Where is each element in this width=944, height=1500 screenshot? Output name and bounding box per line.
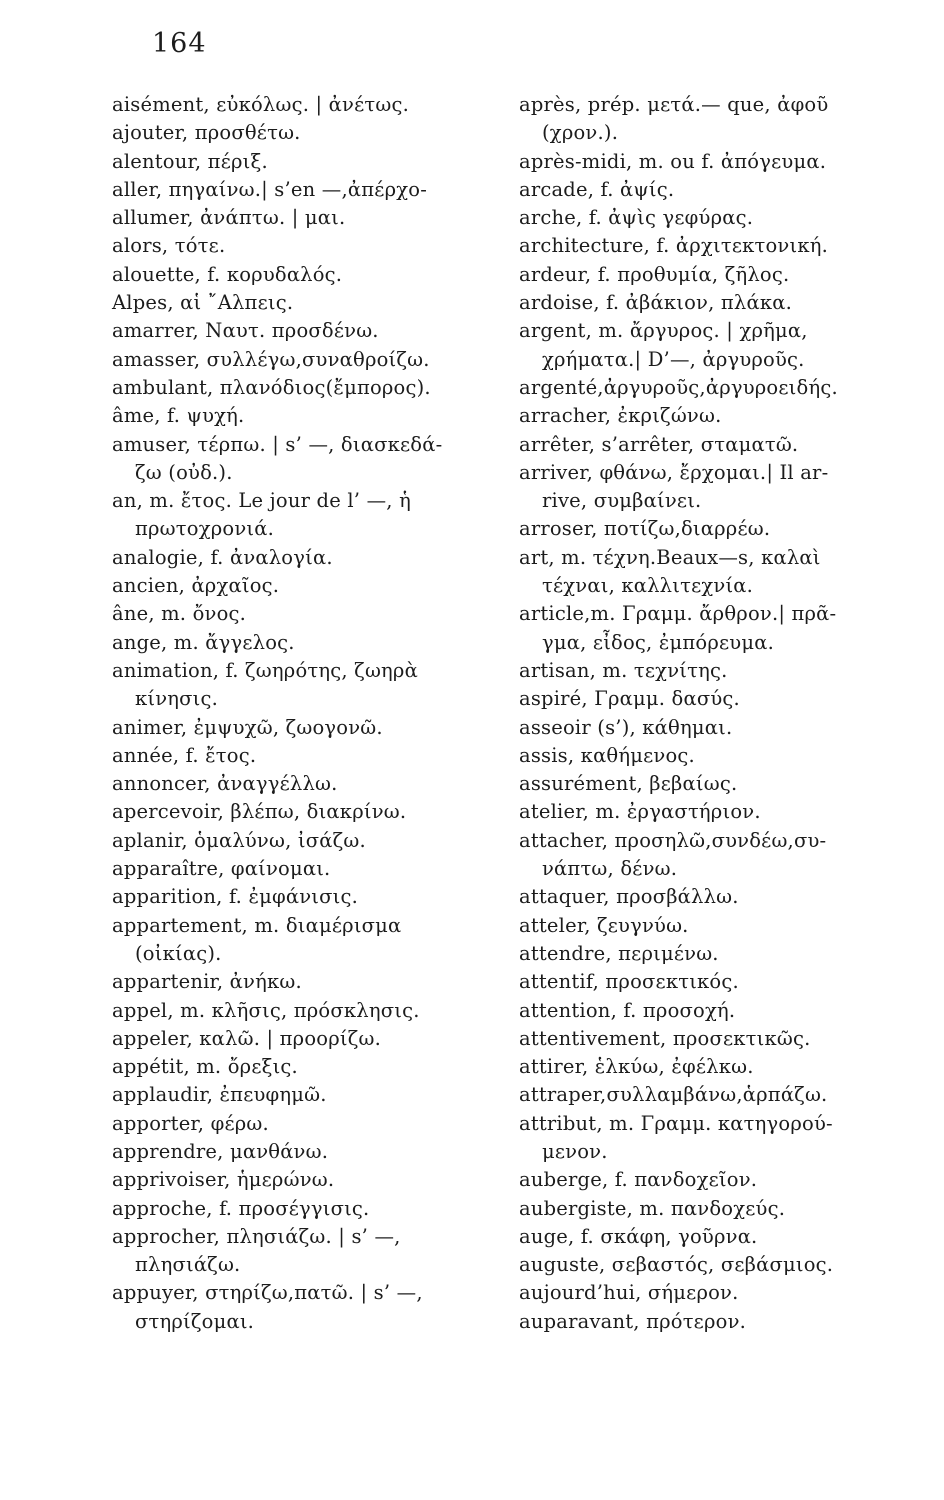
dictionary-entry-line: artisan, m. τεχνίτης. — [519, 658, 728, 682]
dictionary-entry-line: aller, πηγαίνω.| s’en —,ἀπέρχο- — [112, 177, 428, 201]
dictionary-entry-line: amarrer, Ναυτ. προσδένω. — [112, 319, 379, 343]
dictionary-entry-line: auge, f. σκάφη, γοῦρνα. — [519, 1224, 758, 1248]
dictionary-entry-line: art, m. τέχνη.Beaux—s, καλαὶ — [519, 545, 821, 569]
dictionary-entry-line: appeler, καλῶ. | προορίζω. — [112, 1026, 382, 1050]
dictionary-entry-line: après, prép. μετά.— que, ἀφοῦ — [519, 93, 829, 116]
dictionary-entry-line: appartenir, ἀνήκω. — [112, 970, 302, 994]
dictionary-entry-line: article,m. Γραμμ. ἄρθρον.| πρᾶ- — [519, 602, 837, 626]
dictionary-entry-line: apparaître, φαίνομαι. — [112, 857, 331, 881]
dictionary-entry-line: appuyer, στηρίζω,πατῶ. | s’ —, — [112, 1281, 423, 1305]
dictionary-entry-line: Alpes, αἱ ῎Αλπεις. — [112, 291, 294, 315]
dictionary-entry-line: ajouter, προσθέτω. — [112, 121, 301, 145]
dictionary-entry-line: apprivoiser, ἡμερώνω. — [112, 1168, 335, 1192]
dictionary-entry-line: arriver, φθάνω, ἔρχομαι.| Il ar- — [519, 460, 829, 484]
dictionary-entry-line: attaquer, προσβάλλω. — [519, 885, 739, 909]
dictionary-entry-line: argent, m. ἄργυρος. | χρῆμα, — [519, 319, 808, 343]
dictionary-entry-line: attraper,συλλαμβάνω,ἁρπάζω. — [519, 1083, 828, 1107]
dictionary-entry-line: arche, f. ἀψὶς γεφύρας. — [519, 206, 754, 230]
dictionary-entry-line: aubergiste, m. πανδοχεύς. — [519, 1196, 786, 1220]
dictionary-entry-line: ardoise, f. ἀβάκιον, πλάκα. — [519, 291, 793, 315]
entry-continuation-line: rive, συμβαίνει. — [542, 489, 702, 513]
dictionary-entry-line: alentour, πέριξ. — [112, 149, 268, 173]
dictionary-entry-line: arracher, ἐκριζώνω. — [519, 404, 722, 428]
dictionary-entry-line: appartement, m. διαμέρισμα — [112, 913, 402, 937]
dictionary-entry-line: apporter, φέρω. — [112, 1111, 269, 1135]
dictionary-entry-line: après-midi, m. ou f. ἀπόγευμα. — [519, 149, 827, 173]
entry-continuation-line: νάπτω, δένω. — [542, 857, 678, 881]
dictionary-entry-line: arrêter, s’arrêter, σταματῶ. — [519, 432, 799, 456]
dictionary-entry-line: attendre, περιμένω. — [519, 941, 719, 965]
dictionary-entry-line: attentivement, προσεκτικῶς. — [519, 1026, 811, 1050]
dictionary-entry-line: assurément, βεβαίως. — [519, 772, 738, 796]
dictionary-entry-line: attirer, ἑλκύω, ἐφέλκω. — [519, 1055, 754, 1079]
dictionary-entry-line: atteler, ζευγνύω. — [519, 913, 689, 937]
dictionary-entry-line: animation, f. ζωηρότης, ζωηρὰ — [112, 658, 418, 682]
dictionary-entry-line: amasser, συλλέγω,συναθροίζω. — [112, 347, 430, 371]
dictionary-entry-line: aujourd’hui, σήμερον. — [519, 1281, 739, 1305]
entry-continuation-line: πρωτοχρονιά. — [135, 517, 274, 541]
entry-continuation-line: μενον. — [542, 1139, 608, 1163]
dictionary-entry-line: auguste, σεβαστός, σεβάσμιος. — [519, 1253, 834, 1277]
dictionary-entry-line: âme, f. ψυχή. — [112, 404, 245, 428]
dictionary-entry-line: ambulant, πλανόδιος(ἔμπορος). — [112, 375, 431, 399]
dictionary-entry-line: attacher, προσηλῶ,συνδέω,συ- — [519, 828, 827, 852]
entry-continuation-line: ζω (οὐδ.). — [135, 460, 233, 484]
dictionary-entry-line: apparition, f. ἐμφάνισις. — [112, 885, 358, 909]
dictionary-entry-line: alors, τότε. — [112, 234, 226, 258]
dictionary-entry-line: an, m. ἔτος. Le jour de l’ —, ἡ — [112, 489, 411, 513]
dictionary-entry-line: appétit, m. ὄρεξις. — [112, 1055, 298, 1079]
entry-continuation-line: στηρίζομαι. — [135, 1309, 255, 1333]
dictionary-entry-line: année, f. ἔτος. — [112, 743, 257, 767]
dictionary-entry-line: ancien, ἀρχαῖος. — [112, 574, 280, 598]
dictionary-entry-line: approcher, πλησιάζω. | s’ —, — [112, 1224, 401, 1248]
entry-continuation-line: τέχναι, καλλιτεχνία. — [542, 574, 754, 598]
dictionary-entry-line: ardeur, f. προθυμία, ζῆλος. — [519, 262, 790, 286]
dictionary-entry-line: assis, καθήμενος. — [519, 743, 695, 767]
page-number: 164 — [152, 28, 207, 59]
entry-continuation-line: πλησιάζω. — [135, 1253, 241, 1277]
dictionary-entry-line: asseoir (s’), κάθημαι. — [519, 715, 733, 739]
right-column — [519, 91, 919, 1336]
dictionary-entry-line: alouette, f. κορυδαλός. — [112, 262, 343, 286]
dictionary-entry-line: ange, m. ἄγγελος. — [112, 630, 295, 654]
dictionary-entry-line: animer, ἐμψυχῶ, ζωογονῶ. — [112, 715, 383, 739]
dictionary-entry-line: atelier, m. ἐργαστήριον. — [519, 800, 761, 824]
dictionary-entry-line: auberge, f. πανδοχεῖον. — [519, 1168, 758, 1192]
dictionary-entry-line: allumer, ἀνάπτω. | μαι. — [112, 206, 346, 230]
dictionary-entry-line: auparavant, πρότερον. — [519, 1309, 747, 1333]
dictionary-entry-line: aisément, εὐκόλως. | ἀνέτως. — [112, 93, 409, 116]
entry-continuation-line: (χρον.). — [542, 121, 619, 145]
dictionary-entry-line: argenté,ἀργυροῦς,ἀργυροειδής. — [519, 375, 838, 399]
dictionary-entry-line: annoncer, ἀναγγέλλω. — [112, 772, 338, 796]
entry-continuation-line: κίνησις. — [135, 687, 219, 711]
entry-continuation-line: (οἰκίας). — [135, 941, 222, 965]
dictionary-entry-line: attention, f. προσοχή. — [519, 998, 736, 1022]
dictionary-entry-line: arroser, ποτίζω,διαρρέω. — [519, 517, 771, 541]
dictionary-entry-line: attentif, προσεκτικός. — [519, 970, 739, 994]
dictionary-entry-line: arcade, f. ἀψίς. — [519, 177, 675, 201]
dictionary-entry-line: applaudir, ἐπευφημῶ. — [112, 1083, 327, 1107]
dictionary-entry-line: apercevoir, βλέπω, διακρίνω. — [112, 800, 407, 824]
left-column — [112, 91, 502, 1336]
dictionary-entry-line: attribut, m. Γραμμ. κατηγορού- — [519, 1111, 833, 1135]
dictionary-entry-line: âne, m. ὄνος. — [112, 602, 247, 626]
dictionary-entry-line: appel, m. κλῆσις, πρόσκλησις. — [112, 998, 420, 1022]
dictionary-entry-line: analogie, f. ἀναλογία. — [112, 545, 333, 569]
entry-continuation-line: χρήματα.| D’—, ἀργυροῦς. — [542, 347, 805, 371]
dictionary-entry-line: amuser, τέρπω. | s’ —, διασκεδά- — [112, 432, 443, 456]
dictionary-entry-line: approche, f. προσέγγισις. — [112, 1196, 370, 1220]
dictionary-entry-line: aspiré, Γραμμ. δασύς. — [519, 687, 740, 711]
dictionary-entry-line: architecture, f. ἀρχιτεκτονική. — [519, 234, 829, 258]
entry-continuation-line: γμα, εἶδος, ἐμπόρευμα. — [542, 630, 774, 654]
dictionary-entry-line: apprendre, μανθάνω. — [112, 1139, 329, 1163]
dictionary-entry-line: aplanir, ὁμαλύνω, ἰσάζω. — [112, 828, 366, 852]
